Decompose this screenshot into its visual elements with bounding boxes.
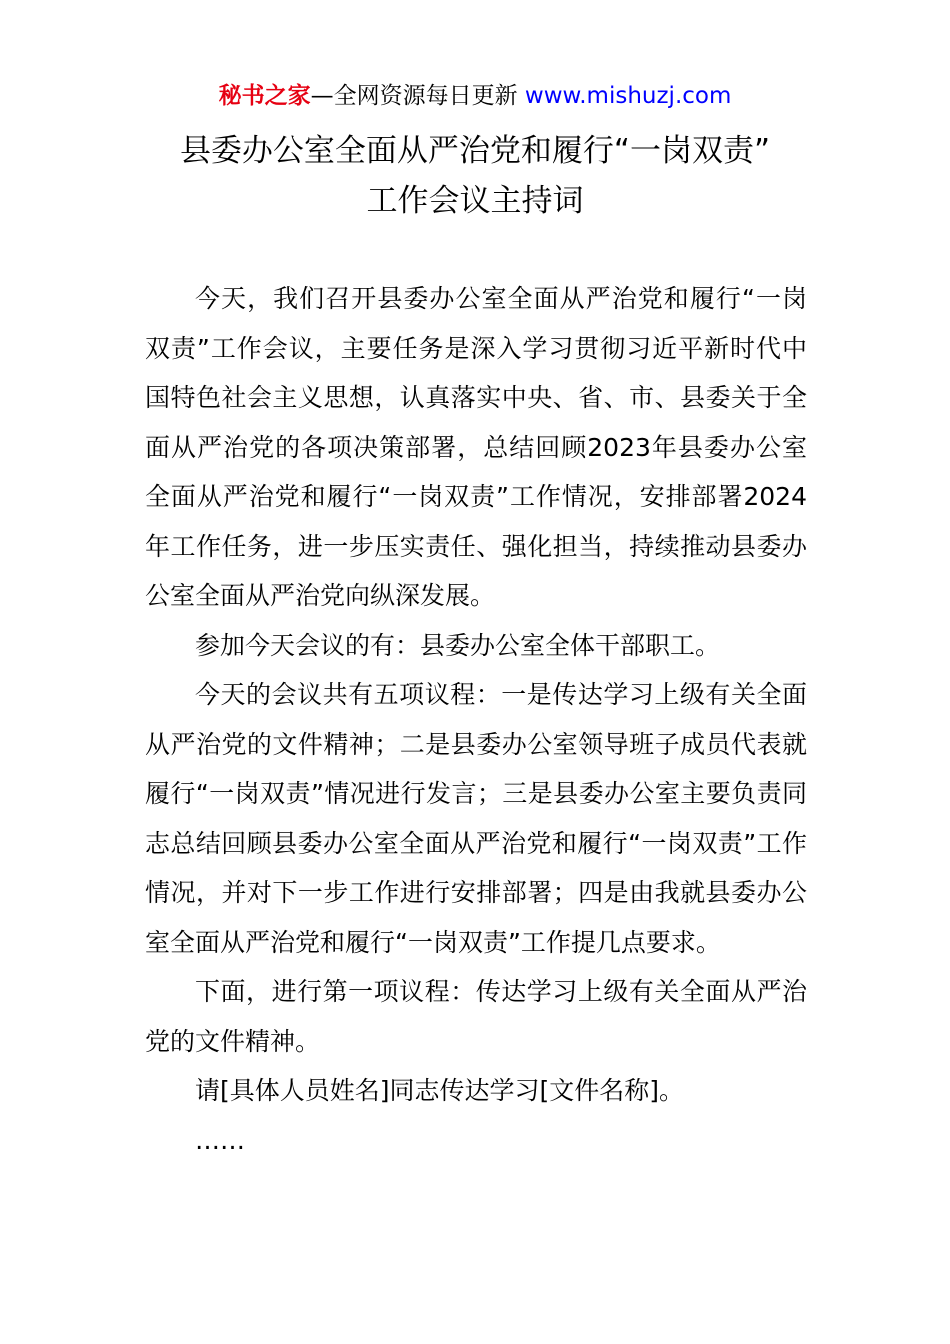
title-line-1: 县委办公室全面从严治党和履行“一岗双责” <box>179 133 771 169</box>
paragraph-intro: 今天，我们召开县委办公室全面从严治党和履行“一岗双责”工作会议，主要任务是深入学习贯彻习近平新时代中国特色社会主义思想，认真落实中央、省、市、县委关于全面从严治党的各项决策部署，总结回顾2023年县委办公室全面从严治党和履行“一岗双责”工作情况，安排部署2024年工作任务，进一步压实责任、强化担当，持续推动县委办公室全面从严治党向纵深发展。 <box>145 284 807 610</box>
document-title <box>0 126 950 226</box>
brand-name: 秘书之家 <box>218 83 311 109</box>
paragraph-first-item: 下面，进行第一项议程：传达学习上级有关全面从严治党的文件精神。 <box>145 977 807 1056</box>
site-header <box>0 80 950 112</box>
title-line-2: 工作会议主持词 <box>366 183 584 219</box>
document-body <box>145 274 807 1165</box>
paragraph-invite: 请[具体人员姓名]同志传达学习[文件名称]。 <box>195 1076 685 1105</box>
paragraph-ellipsis: …… <box>195 1125 245 1155</box>
site-url-link[interactable]: www.mishuzj.com <box>524 83 732 109</box>
header-tagline: —全网资源每日更新 <box>310 83 518 109</box>
paragraph-attendees: 参加今天会议的有：县委办公室全体干部职工。 <box>195 630 721 660</box>
paragraph-agenda: 今天的会议共有五项议程：一是传达学习上级有关全面从严治党的文件精神；二是县委办公室领导班子成员代表就履行“一岗双责”情况进行发言；三是县委办公室主要负责同志总结回顾县委办公室全面从严治党和履行“一岗双责”工作情况，并对下一步工作进行安排部署；四是由我就县委办公室全面从严治党和履行“一岗双责”工作提几点要求。 <box>145 680 807 957</box>
